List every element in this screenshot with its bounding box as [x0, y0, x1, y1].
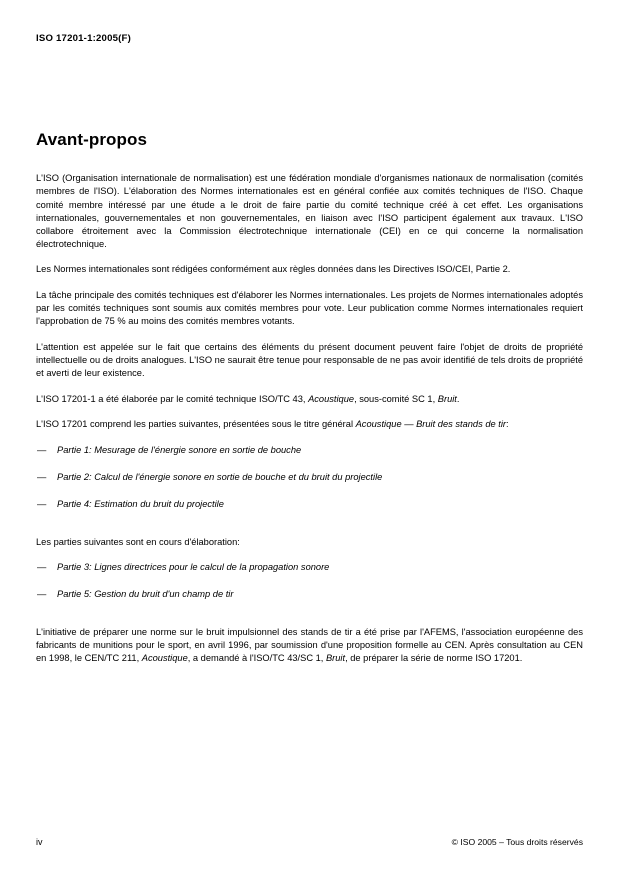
- copyright-notice: © ISO 2005 – Tous droits réservés: [451, 837, 583, 847]
- attribution-committee-title: Acoustique: [308, 393, 355, 404]
- page-footer: [36, 837, 583, 847]
- history-iso-subcommittee-title: Bruit: [325, 653, 346, 664]
- history-text-segment-2: , a demandé à l'ISO/TC 43/SC 1,: [187, 653, 326, 664]
- attribution-text-lead: L'ISO 17201-1 a été élaborée par le comité technique ISO/TC 43,: [36, 393, 309, 404]
- page-content: [36, 130, 583, 665]
- list-item-label: Partie 1: Mesurage de l'énergie sonore en sortie de bouche: [57, 444, 302, 455]
- history-cen-committee-title: Acoustique: [141, 653, 188, 664]
- em-dash-bullet-icon: —: [37, 471, 47, 482]
- list-item-label: Partie 4: Estimation du bruit du projectile: [57, 498, 224, 509]
- em-dash-bullet-icon: —: [37, 562, 47, 573]
- paragraph-history: [36, 626, 583, 665]
- list-spacer: [36, 524, 583, 536]
- list-item: [36, 588, 583, 601]
- page-title: Avant-propos: [36, 130, 148, 149]
- attribution-text-middle: , sous-comité SC 1,: [354, 393, 438, 404]
- em-dash-bullet-icon: —: [37, 589, 47, 600]
- paragraph-in-preparation-lead-in: Les parties suivantes sont en cours d'élaboration:: [36, 536, 240, 547]
- running-head: ISO 17201-1:2005(F): [36, 33, 131, 44]
- paragraph-voting: La tâche principale des comités techniques est d'élaborer les Normes internationales. Les projets de Normes internationales adoptés par les comités techniques sont soumis aux comités membres pour vote. Leur publication comme Normes internationales requiert l'approbation de 75 % au moins des comités membres votants.: [36, 290, 583, 327]
- published-parts-list: [36, 444, 583, 511]
- list-item-label: Partie 5: Gestion du bruit d'un champ de tir: [57, 589, 234, 600]
- em-dash-bullet-icon: —: [37, 444, 47, 455]
- attribution-text-tail: .: [456, 393, 460, 404]
- series-intro-tail: :: [506, 419, 509, 430]
- paragraph-series-intro: [36, 418, 583, 431]
- attribution-subcommittee-title: Bruit: [437, 393, 457, 404]
- series-intro-lead: L'ISO 17201 comprend les parties suivantes, présentées sous le titre général: [36, 419, 356, 430]
- paragraph-patent-rights: L'attention est appelée sur le fait que certains des éléments du présent document peuvent faire l'objet de droits de propriété intellectuelle ou de droits analogues. L'ISO ne saurait être tenue pour responsable de ne pas avoir identifié de tels droits de propriété et averti de leur existence.: [36, 341, 583, 379]
- paragraph-committee-attribution: [36, 393, 583, 406]
- list-item: [36, 444, 583, 457]
- series-general-title: Acoustique — Bruit des stands de tir: [355, 419, 506, 430]
- paragraph-directives: Les Normes internationales sont rédigées conformément aux règles données dans les Directives ISO/CEI, Partie 2.: [36, 264, 511, 275]
- list-spacer: [36, 614, 583, 626]
- list-item: [36, 471, 583, 484]
- em-dash-bullet-icon: —: [37, 498, 47, 509]
- list-item-label: Partie 2: Calcul de l'énergie sonore en sortie de bouche et du bruit du projectile: [57, 471, 383, 482]
- history-text-segment-1: L'initiative de préparer une norme sur le bruit impulsionnel des stands de tir a été prise par l'AFEMS, l'association européenne des fabricants de munitions pour le sport, en avril 1996, par soumission d'une proposition formelle au CEN. Après consultation au CEN en 1998, le CEN/TC 211,: [36, 626, 583, 664]
- in-preparation-parts-list: [36, 561, 583, 601]
- paragraph-iso-description: L'ISO (Organisation internationale de normalisation) est une fédération mondiale d'organismes nationaux de normalisation (comités membres de l'ISO). L'élaboration des Normes internationales est en général confiée aux comités techniques de l'ISO. Chaque comité membre intéressé par une étude a le droit de faire partie du comité technique créé à cet effet. Les organisations internationales, gouvernementales et non gouvernementales, en liaison avec l'ISO participent également aux travaux. L'ISO collabore étroitement avec la Commission électrotechnique internationale (CEI) en ce qui concerne la normalisation électrotechnique.: [36, 173, 583, 249]
- list-item: [36, 561, 583, 574]
- list-item-label: Partie 3: Lignes directrices pour le calcul de la propagation sonore: [57, 562, 330, 573]
- list-item: [36, 498, 583, 511]
- page-number: iv: [36, 837, 43, 847]
- history-text-segment-3: , de préparer la série de norme ISO 17201.: [345, 653, 523, 664]
